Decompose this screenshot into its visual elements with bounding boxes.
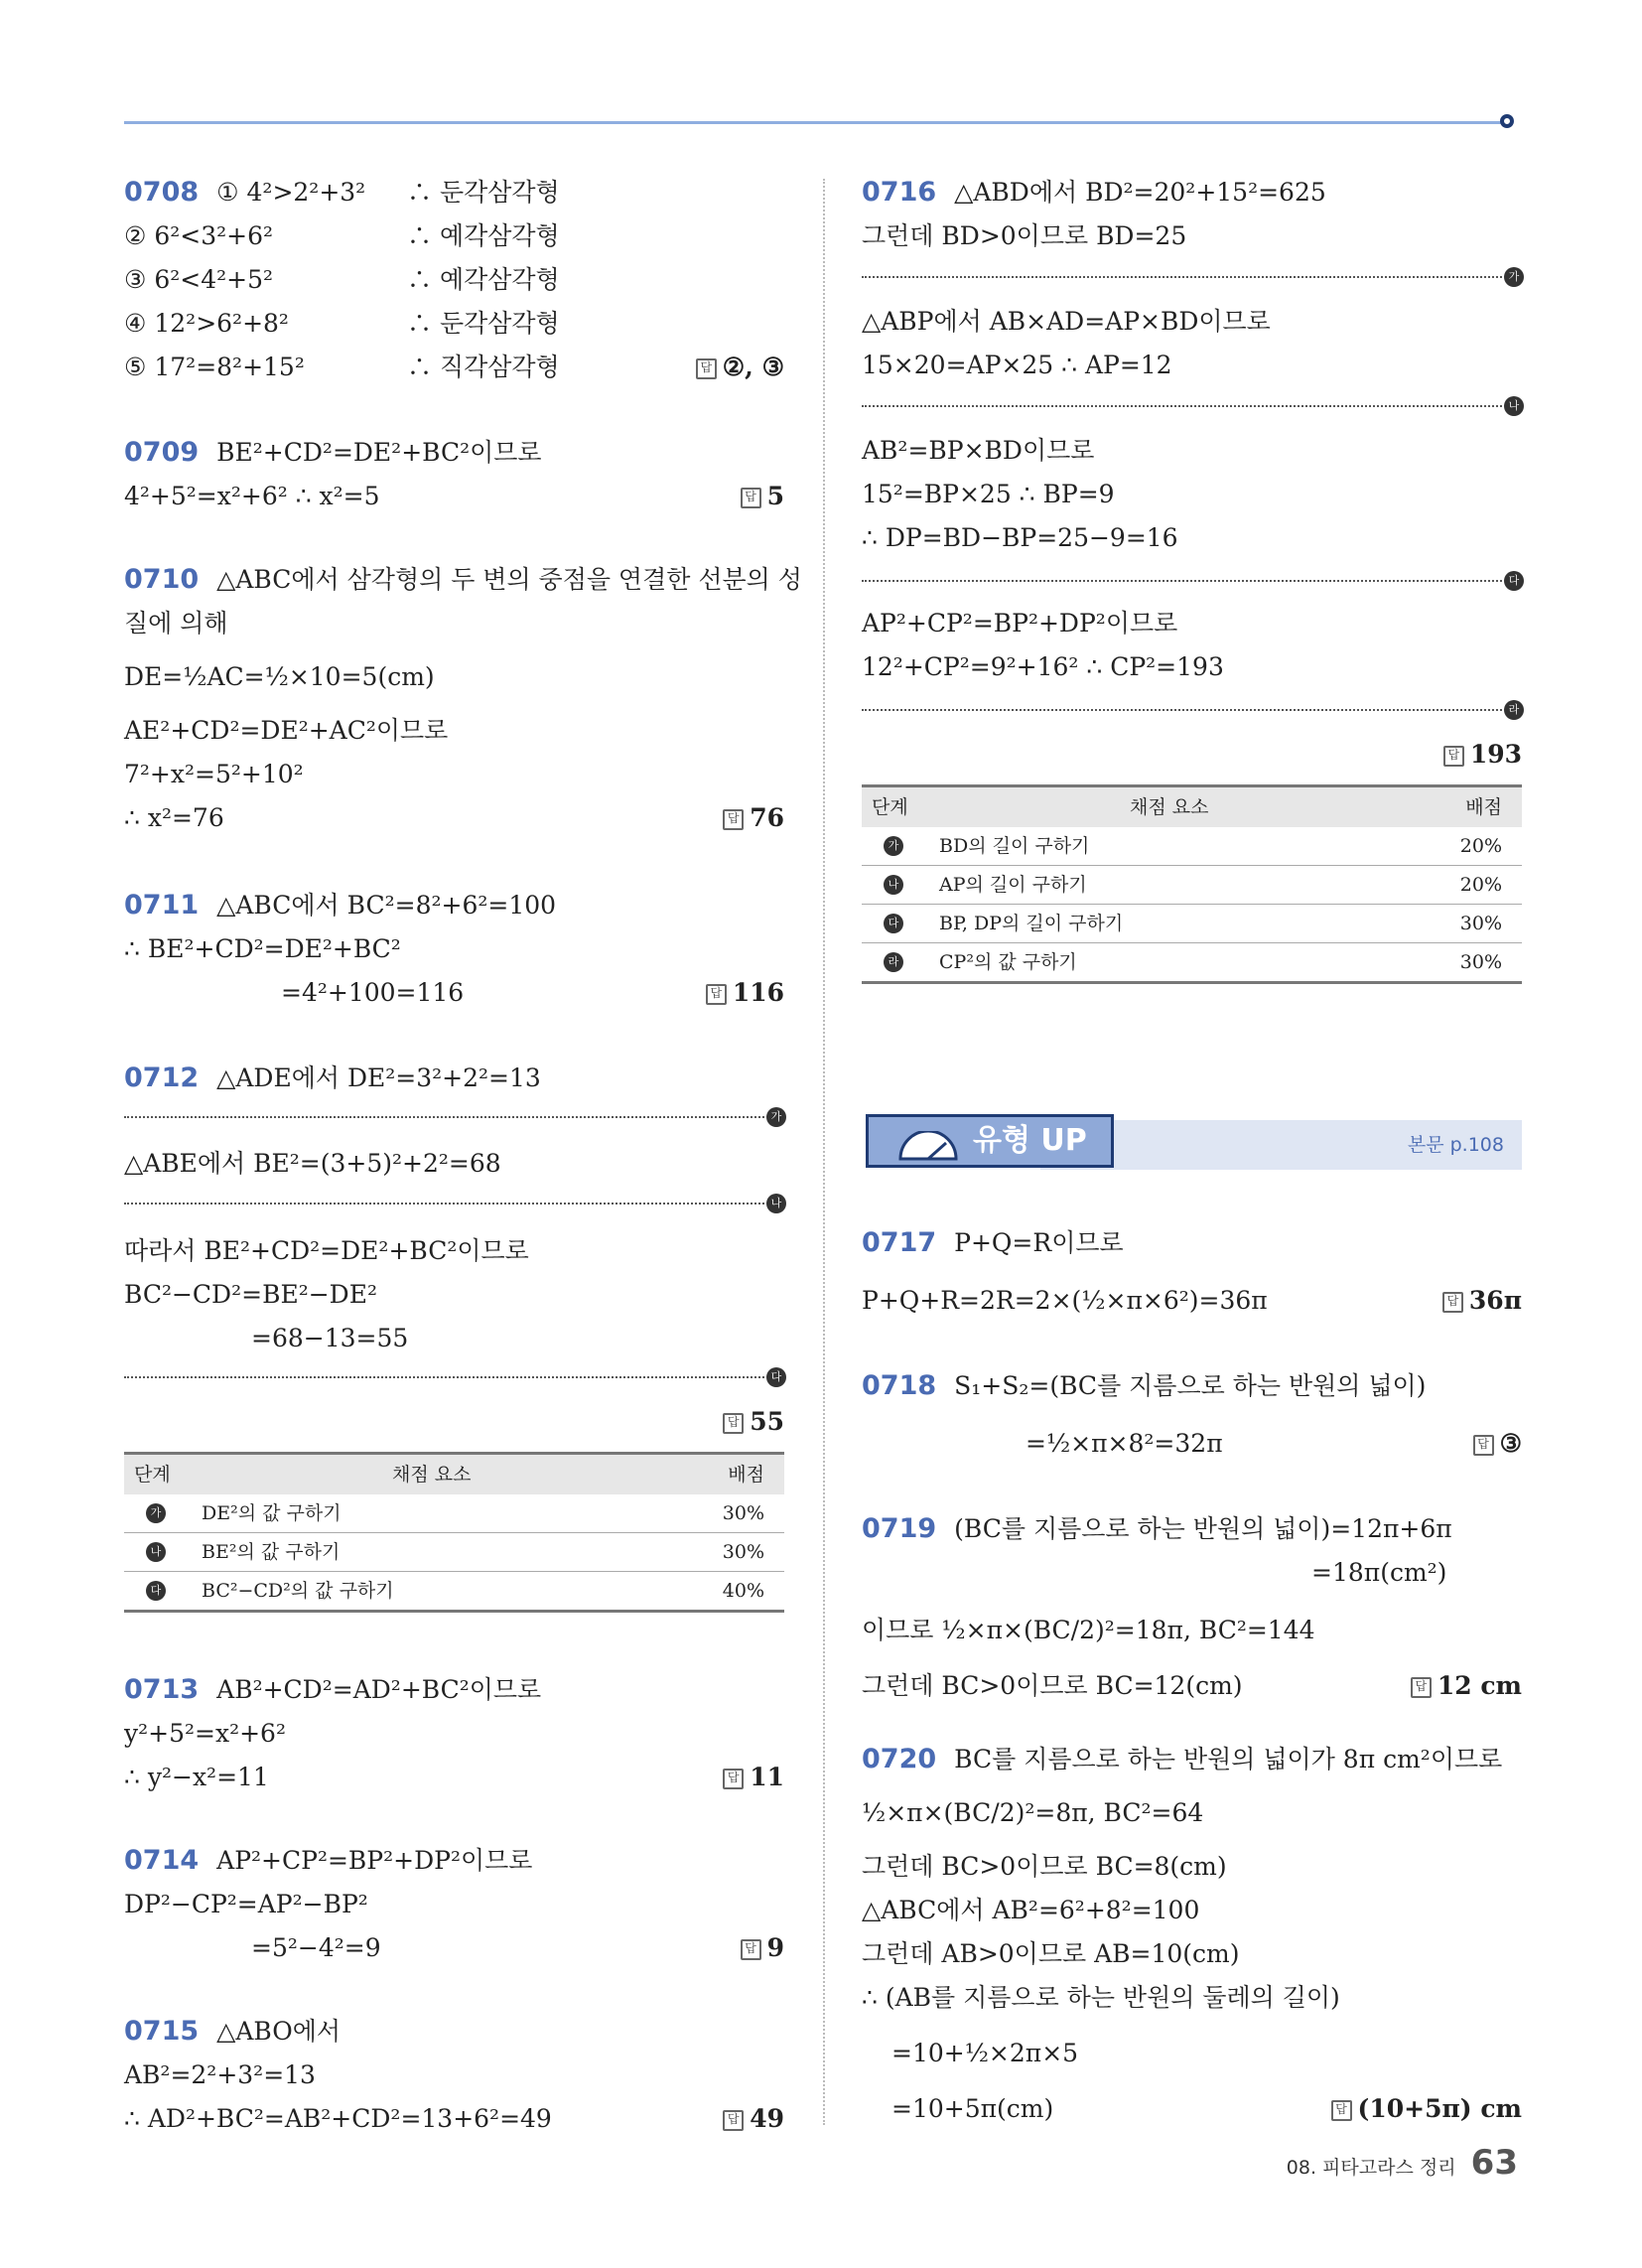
answer-icon: 답	[741, 1939, 761, 1960]
table-header: 단계 채점 요소 배점	[862, 784, 1522, 827]
page-footer	[1287, 2143, 1518, 2183]
step-separator	[124, 1370, 782, 1383]
solution-line: DE=½AC=½×10=5(cm)	[124, 662, 435, 691]
problem-number: 0719	[862, 1513, 937, 1544]
answer: 답 11	[723, 1760, 784, 1795]
solution-line: 15²=BP×25 ∴ BP=9	[862, 480, 1115, 508]
solution-line: =10+5π(cm)	[891, 2094, 1054, 2123]
solution-line: △ABE에서 BE²=(3+5)²+2²=68	[124, 1149, 501, 1178]
step-mark: 다	[766, 1367, 786, 1387]
gauge-icon	[896, 1131, 960, 1161]
solution-line: AP²+CP²=BP²+DP²이므로	[216, 1846, 533, 1875]
solution-line: DP²−CP²=AP²−BP²	[124, 1890, 368, 1918]
banner-title-box	[866, 1114, 1114, 1168]
solution-line: 그런데 AB>0이므로 AB=10(cm)	[862, 1939, 1240, 1968]
table-row: 가 BD의 길이 구하기 20%	[862, 827, 1522, 866]
solution-line: ∴ 직각삼각형	[407, 353, 560, 381]
solution-line: ③ 6²<4²+5²	[124, 265, 274, 294]
solution-line: 4²+5²=x²+6² ∴ x²=5	[124, 482, 380, 510]
solution-line: (BC를 지름으로 하는 반원의 넓이)=12π+6π	[954, 1514, 1452, 1543]
solution-line: 그런데 BC>0이므로 BC=12(cm)	[862, 1671, 1243, 1700]
page-number: 63	[1470, 2143, 1518, 2183]
solution-line: ∴ 둔각삼각형	[407, 178, 560, 207]
answer-icon: 답	[723, 809, 744, 830]
solution-line: 이므로 ½×π×(BC/2)²=18π, BC²=144	[862, 1616, 1315, 1644]
column-divider	[823, 179, 825, 2125]
table-row: 다 BP, DP의 길이 구하기 30%	[862, 905, 1522, 943]
solution-line: ∴ BE²+CD²=DE²+BC²	[124, 934, 401, 963]
answer: 답 116	[706, 975, 784, 1011]
problem-number: 0710	[124, 564, 200, 595]
answer: 답 5	[741, 479, 784, 514]
step-mark: 나	[1504, 396, 1524, 416]
table-row: 다 BC²−CD²의 값 구하기 40%	[124, 1572, 784, 1613]
top-rule-dot	[1500, 114, 1514, 128]
answer-icon: 답	[1331, 2100, 1352, 2121]
step-mark: 가	[766, 1107, 786, 1127]
solution-line: ④ 12²>6²+8²	[124, 309, 289, 338]
solution-line: △ABP에서 AB×AD=AP×BD이므로	[862, 307, 1271, 336]
step-mark: 라	[1504, 700, 1524, 720]
answer: 답 76	[723, 800, 784, 836]
problem-number: 0716	[862, 177, 937, 208]
problem-number: 0708	[124, 177, 200, 208]
solution-line: △ABC에서 삼각형의 두 변의 중점을 연결한 선분의 성	[216, 565, 802, 594]
problem-number: 0718	[862, 1370, 937, 1401]
solution-line: ② 6²<3²+6²	[124, 221, 274, 250]
problem-number: 0713	[124, 1674, 200, 1705]
answer: 답 49	[723, 2101, 784, 2137]
step-separator	[862, 574, 1520, 587]
table-row: 가 DE²의 값 구하기 30%	[124, 1494, 784, 1533]
solution-line: =½×π×8²=32π	[1026, 1429, 1223, 1458]
answer-icon: 답	[723, 1413, 744, 1434]
solution-line: ½×π×(BC/2)²=8π, BC²=64	[862, 1798, 1204, 1827]
solution-line: 15×20=AP×25 ∴ AP=12	[862, 351, 1172, 379]
solution-line: AP²+CP²=BP²+DP²이므로	[862, 609, 1178, 638]
solution-line: ⑤ 17²=8²+15²	[124, 353, 305, 381]
step-separator	[124, 1110, 782, 1123]
answer-icon: 답	[706, 984, 727, 1005]
solution-line: =68−13=55	[251, 1324, 409, 1352]
solution-line: =18π(cm²)	[1311, 1558, 1447, 1587]
problem-number: 0714	[124, 1845, 200, 1876]
problem-number: 0711	[124, 890, 200, 921]
step-separator	[124, 1197, 782, 1209]
solution-line: △ABC에서 AB²=6²+8²=100	[862, 1896, 1200, 1924]
solution-line: △ADE에서 DE²=3²+2²=13	[216, 1063, 541, 1092]
solution-line: P+Q+R=2R=2×(½×π×6²)=36π	[862, 1286, 1268, 1315]
step-mark: 나	[766, 1194, 786, 1213]
solution-line: ∴ 예각삼각형	[407, 221, 560, 250]
solution-line: S₁+S₂=(BC를 지름으로 하는 반원의 넓이)	[954, 1371, 1427, 1400]
answer: 답 12 cm	[1411, 1668, 1522, 1704]
banner-title: 유형 UP	[973, 1123, 1087, 1158]
solution-line: AB²=BP×BD이므로	[862, 436, 1095, 465]
answer: 답 (10+5π) cm	[1331, 2091, 1522, 2127]
problem-number: 0715	[124, 2016, 200, 2047]
solution-line: AB²=2²+3²=13	[124, 2060, 316, 2089]
solution-line: y²+5²=x²+6²	[124, 1719, 286, 1748]
top-rule	[124, 121, 1512, 124]
answer-icon: 답	[723, 2110, 744, 2131]
answer-icon: 답	[723, 1769, 744, 1789]
solution-line: ∴ 둔각삼각형	[407, 309, 560, 338]
answer: 답 9	[741, 1930, 784, 1966]
page-reference: 본문 p.108	[1407, 1134, 1504, 1156]
solution-line: ① 4²>2²+3²	[216, 178, 366, 207]
answer-icon: 답	[1411, 1677, 1432, 1698]
solution-line: =5²−4²=9	[251, 1933, 381, 1962]
problem-number: 0720	[862, 1744, 937, 1774]
problem-number: 0712	[124, 1063, 200, 1093]
answer: 답 55	[723, 1404, 784, 1440]
section-banner	[862, 1108, 1522, 1178]
chapter-title: 08. 피타고라스 정리	[1286, 2157, 1456, 2179]
step-separator	[862, 270, 1520, 283]
solution-line: AB²+CD²=AD²+BC²이므로	[216, 1675, 542, 1704]
solution-line: =10+½×2π×5	[891, 2039, 1079, 2067]
solution-line: △ABC에서 BC²=8²+6²=100	[216, 891, 557, 920]
answer: 답 193	[1443, 737, 1522, 773]
answer: 답 36π	[1442, 1283, 1522, 1319]
step-separator	[862, 703, 1520, 716]
solution-line: ∴ DP=BD−BP=25−9=16	[862, 523, 1178, 552]
answer-icon: 답	[741, 488, 761, 508]
table-header: 단계 채점 요소 배점	[124, 1452, 784, 1494]
scoring-table	[124, 1452, 784, 1613]
solution-line: △ABD에서 BD²=20²+15²=625	[954, 178, 1326, 207]
solution-line: 그런데 BD>0이므로 BD=25	[862, 221, 1187, 250]
solution-line: ∴ AD²+BC²=AB²+CD²=13+6²=49	[124, 2104, 552, 2133]
solution-line: AE²+CD²=DE²+AC²이므로	[124, 716, 449, 745]
problem-number: 0709	[124, 437, 200, 468]
table-row: 나 BE²의 값 구하기 30%	[124, 1533, 784, 1572]
solution-line: P+Q=R이므로	[954, 1228, 1124, 1257]
table-row: 라 CP²의 값 구하기 30%	[862, 943, 1522, 984]
step-mark: 다	[1504, 571, 1524, 591]
solution-line: 12²+CP²=9²+16² ∴ CP²=193	[862, 652, 1224, 681]
step-mark: 가	[1504, 267, 1524, 287]
solution-line: △ABO에서	[216, 2017, 342, 2046]
answer-icon: 답	[1442, 1292, 1463, 1313]
solution-line: ∴ (AB를 지름으로 하는 반원의 둘레의 길이)	[862, 1983, 1340, 2012]
table-row: 나 AP의 길이 구하기 20%	[862, 866, 1522, 905]
solution-line: =4²+100=116	[281, 978, 465, 1007]
answer: 답 ③	[1473, 1426, 1522, 1462]
scoring-table	[862, 784, 1522, 984]
solution-line: ∴ y²−x²=11	[124, 1763, 269, 1791]
solution-line: 그런데 BC>0이므로 BC=8(cm)	[862, 1852, 1227, 1881]
solution-line: 7²+x²=5²+10²	[124, 760, 304, 788]
answer-icon: 답	[1473, 1435, 1494, 1456]
solution-line: BC를 지름으로 하는 반원의 넓이가 8π cm²이므로	[954, 1745, 1503, 1773]
solution-line: 따라서 BE²+CD²=DE²+BC²이므로	[124, 1236, 529, 1265]
solution-line: ∴ x²=76	[124, 803, 224, 832]
step-separator	[862, 399, 1520, 412]
solution-line: 질에 의해	[124, 609, 228, 638]
solution-line: BC²−CD²=BE²−DE²	[124, 1280, 377, 1309]
solution-line: ∴ 예각삼각형	[407, 265, 560, 294]
answer: 답 ②, ③	[696, 350, 784, 385]
answer-icon: 답	[1443, 746, 1464, 767]
solution-line: BE²+CD²=DE²+BC²이므로	[216, 438, 542, 467]
answer-icon: 답	[696, 358, 717, 379]
problem-number: 0717	[862, 1227, 937, 1258]
